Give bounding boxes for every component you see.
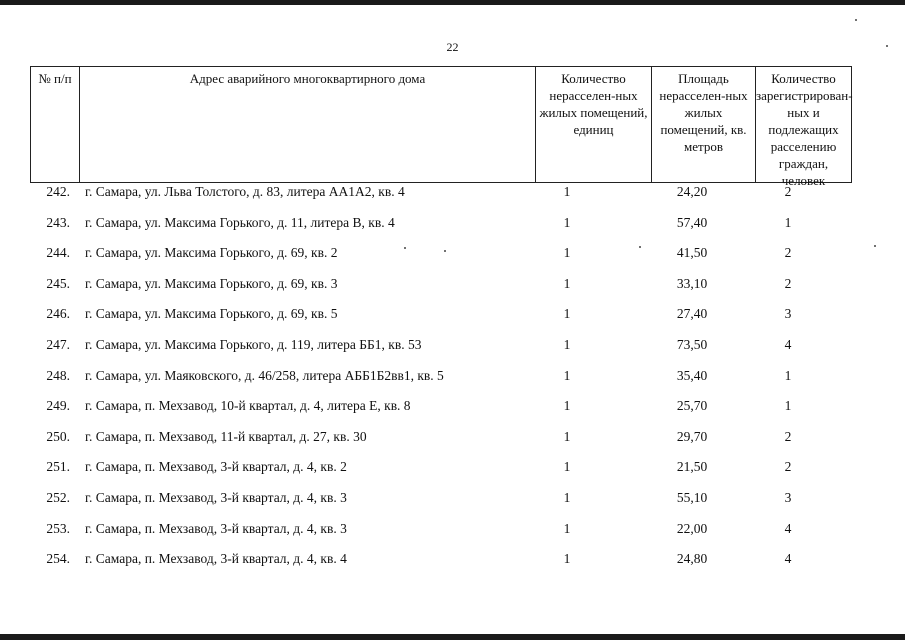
row-address: г. Самара, п. Мехзавод, 3-й квартал, д. 4, кв. 4 bbox=[85, 551, 347, 567]
row-rooms: 1 bbox=[563, 459, 571, 475]
row-people: 4 bbox=[784, 520, 792, 536]
header-num: № п/п bbox=[38, 71, 72, 86]
scan-speck bbox=[639, 246, 641, 248]
row-area: 24,20 bbox=[676, 184, 708, 199]
row-address: г. Самара, ул. Максима Горького, д. 69, кв. 5 bbox=[85, 306, 338, 322]
row-number: 249. bbox=[46, 398, 70, 414]
row-rooms: 1 bbox=[563, 551, 571, 567]
row-number: 245. bbox=[46, 275, 70, 291]
scan-speck bbox=[444, 250, 446, 252]
row-number: 243. bbox=[46, 214, 70, 230]
row-people: 2 bbox=[784, 459, 792, 475]
row-area: 57,40 bbox=[676, 214, 708, 230]
row-area: 27,40 bbox=[676, 306, 708, 322]
row-people: 2 bbox=[784, 184, 792, 199]
row-address: г. Самара, ул. Максима Горького, д. 69, кв. 3 bbox=[85, 275, 338, 291]
row-address: г. Самара, ул. Маяковского, д. 46/258, литера АББ1Б2вв1, кв. 5 bbox=[85, 367, 444, 383]
bottom-scan-border bbox=[0, 634, 905, 640]
table-row bbox=[30, 458, 852, 489]
row-area: 21,50 bbox=[676, 459, 708, 475]
row-rooms: 1 bbox=[563, 184, 571, 199]
row-address: г. Самара, п. Мехзавод, 10-й квартал, д. 4, литера Е, кв. 8 bbox=[85, 398, 411, 414]
row-area: 33,10 bbox=[676, 275, 708, 291]
row-number: 246. bbox=[46, 306, 70, 322]
row-people: 2 bbox=[784, 275, 792, 291]
row-rooms: 1 bbox=[563, 398, 571, 414]
table-row bbox=[30, 183, 852, 214]
row-number: 254. bbox=[46, 551, 70, 567]
page-number: 22 bbox=[446, 40, 459, 54]
row-number: 251. bbox=[46, 459, 70, 475]
row-area: 55,10 bbox=[676, 489, 708, 505]
row-number: 242. bbox=[46, 184, 70, 199]
row-address: г. Самара, п. Мехзавод, 11-й квартал, д. 27, кв. 30 bbox=[85, 428, 367, 444]
table-row bbox=[30, 520, 852, 551]
table-row bbox=[30, 367, 852, 398]
row-rooms: 1 bbox=[563, 306, 571, 322]
row-number: 250. bbox=[46, 428, 70, 444]
header-area: Площадь нерасселен-ных жилых помещений, кв. метров bbox=[651, 67, 755, 182]
row-people: 1 bbox=[784, 398, 792, 414]
table-row bbox=[30, 336, 852, 367]
row-area: 41,50 bbox=[676, 245, 708, 261]
row-people: 2 bbox=[784, 428, 792, 444]
row-rooms: 1 bbox=[563, 336, 571, 352]
row-area: 22,00 bbox=[676, 520, 708, 536]
row-number: 248. bbox=[46, 367, 70, 383]
row-address: г. Самара, п. Мехзавод, 3-й квартал, д. 4, кв. 3 bbox=[85, 520, 347, 536]
row-area: 73,50 bbox=[676, 336, 708, 352]
row-number: 244. bbox=[46, 245, 70, 261]
row-people: 3 bbox=[784, 306, 792, 322]
row-area: 24,80 bbox=[676, 551, 708, 567]
table-row bbox=[30, 214, 852, 245]
row-people: 4 bbox=[784, 551, 792, 567]
row-people: 1 bbox=[784, 214, 792, 230]
row-rooms: 1 bbox=[563, 367, 571, 383]
row-people: 1 bbox=[784, 367, 792, 383]
table-row bbox=[30, 489, 852, 520]
header-people: Количество зарегистрирован-ных и подлежащих расселению граждан, человек bbox=[755, 67, 851, 182]
table-row bbox=[30, 275, 852, 306]
table-body bbox=[30, 183, 852, 581]
scan-speck bbox=[874, 245, 876, 247]
row-address: г. Самара, п. Мехзавод, 3-й квартал, д. 4, кв. 3 bbox=[85, 489, 347, 505]
scan-speck bbox=[404, 247, 406, 249]
row-address: г. Самара, ул. Льва Толстого, д. 83, литера АА1А2, кв. 4 bbox=[85, 184, 405, 199]
row-rooms: 1 bbox=[563, 489, 571, 505]
row-number: 253. bbox=[46, 520, 70, 536]
row-people: 3 bbox=[784, 489, 792, 505]
header-rooms: Количество нерасселен-ных жилых помещений, единиц bbox=[535, 67, 651, 182]
row-rooms: 1 bbox=[563, 520, 571, 536]
table-header bbox=[30, 66, 853, 188]
row-area: 29,70 bbox=[676, 428, 708, 444]
row-number: 252. bbox=[46, 489, 70, 505]
table-row bbox=[30, 550, 852, 581]
row-rooms: 1 bbox=[563, 214, 571, 230]
row-area: 25,70 bbox=[676, 398, 708, 414]
row-rooms: 1 bbox=[563, 245, 571, 261]
scan-speck bbox=[886, 45, 888, 47]
table-row bbox=[30, 305, 852, 336]
table-row bbox=[30, 428, 852, 459]
row-people: 4 bbox=[784, 336, 792, 352]
row-number: 247. bbox=[46, 336, 70, 352]
table-row bbox=[30, 244, 852, 275]
row-rooms: 1 bbox=[563, 428, 571, 444]
scan-speck bbox=[855, 19, 857, 21]
header-address: Адрес аварийного многоквартирного дома bbox=[79, 67, 535, 182]
top-scan-border bbox=[0, 0, 905, 5]
row-address: г. Самара, ул. Максима Горького, д. 69, кв. 2 bbox=[85, 245, 338, 261]
row-address: г. Самара, ул. Максима Горького, д. 11, литера В, кв. 4 bbox=[85, 214, 395, 230]
row-address: г. Самара, п. Мехзавод, 3-й квартал, д. 4, кв. 2 bbox=[85, 459, 347, 475]
row-people: 2 bbox=[784, 245, 792, 261]
row-area: 35,40 bbox=[676, 367, 708, 383]
table-row bbox=[30, 397, 852, 428]
row-rooms: 1 bbox=[563, 275, 571, 291]
row-address: г. Самара, ул. Максима Горького, д. 119, литера ББ1, кв. 53 bbox=[85, 336, 422, 352]
